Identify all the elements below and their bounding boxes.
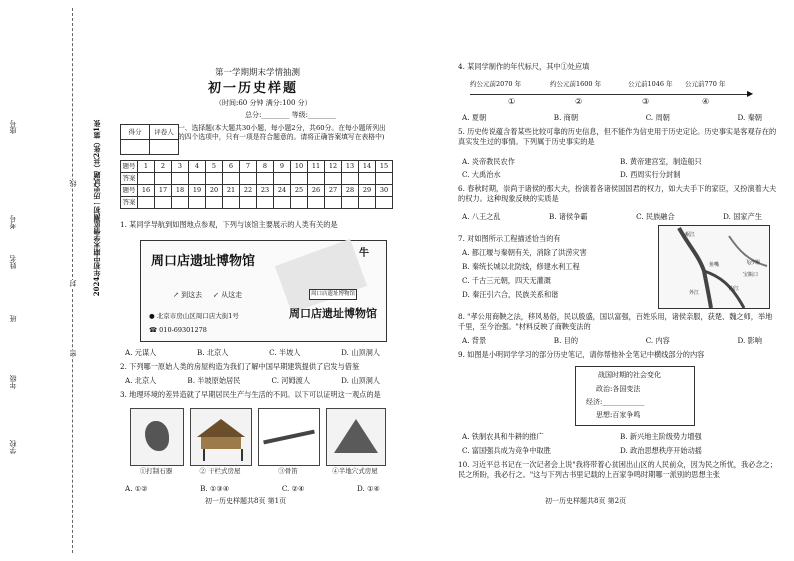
seat-no-label: 座号 xyxy=(9,120,17,134)
q1-phone-text: 010-69301278 xyxy=(159,326,207,334)
q5-option-b[interactable]: B. 黄帝建宫室，制造船只 xyxy=(620,157,702,166)
answer-cell[interactable] xyxy=(342,197,359,209)
q4-date-1: 约公元前2070 年 xyxy=(470,80,522,88)
route-icon: ↙ xyxy=(213,291,222,299)
answer-cell[interactable] xyxy=(359,197,376,209)
question-number-cell: 1 xyxy=(138,161,155,173)
answer-cell[interactable] xyxy=(291,173,308,185)
q7-option-b[interactable]: B. 秦统长城以北防线，修建水利工程 xyxy=(462,262,580,271)
q1-stem: 1. 某同学导航到如图地点参观，下列与该馆主要展示的人类有关的是 xyxy=(120,220,338,229)
q9-option-c[interactable]: C. 富国强兵成为竞争中取胜 xyxy=(462,446,551,455)
q8-options xyxy=(462,336,762,346)
section1-intro: 一、选择题(本大题共30小题，每小题2分，共60分。在每小题所列出的四个选项中，只有一项是符合题意的。请将正确答案填写在表格中) xyxy=(178,124,386,142)
exam-meta: （时间:60 分钟 满分:100 分） xyxy=(215,99,312,107)
question-number-cell: 21 xyxy=(223,185,240,197)
q4-option-d[interactable]: D. 秦朝 xyxy=(737,113,762,122)
q8-option-b[interactable]: B. 目的 xyxy=(553,336,579,345)
q7-option-d[interactable]: D. 秦汪引六合，民族关系和谐 xyxy=(462,290,559,299)
q1-options xyxy=(125,348,380,358)
q5-stem: 5. 历史传说蕴含着某些比较可靠的历史信息，但不能作为信史用于历史定论。历史事实是客观存在的真实发生过的事情。下列属于历史事实的是 xyxy=(458,127,777,146)
q1-map-pin-label: 周口店遗址博物馆 xyxy=(309,289,357,300)
answer-grid xyxy=(120,160,393,209)
left-footer: 初一历史样题共8页 第1页 xyxy=(205,497,287,505)
q3-caption-3: ③骨笛 xyxy=(278,467,298,475)
q1-option-b[interactable]: B. 北京人 xyxy=(197,348,229,357)
q4-option-a[interactable]: A. 夏朝 xyxy=(462,113,487,122)
answer-cell[interactable] xyxy=(172,173,189,185)
q4-mark-3: ③ xyxy=(642,97,650,106)
timeline-arrow-icon: ▶ xyxy=(747,89,754,98)
bone-flute-shape xyxy=(263,430,315,445)
name-label: 姓名 xyxy=(9,255,17,269)
q3-caption-4: ④半地穴式房屋 xyxy=(332,467,378,475)
question-number-cell: 23 xyxy=(257,185,274,197)
q3-option-a[interactable]: A. ①② xyxy=(125,484,148,493)
q9-option-b[interactable]: B. 新兴地主阶级势力增强 xyxy=(620,432,702,441)
binding-feng: 封 xyxy=(69,280,77,287)
q6-option-a[interactable]: A. 八王之乱 xyxy=(462,212,501,221)
q6-option-d[interactable]: D. 国家产生 xyxy=(723,212,762,221)
row-label-a2: 答案 xyxy=(121,197,138,209)
grader-cell-label: 评卷人 xyxy=(150,125,179,140)
question-number-cell: 19 xyxy=(189,185,206,197)
exam-no-label: 考号 xyxy=(9,215,17,229)
q5-option-c[interactable]: C. 大禹治水 xyxy=(462,170,501,179)
answer-cell[interactable] xyxy=(325,197,342,209)
q5-option-d[interactable]: D. 西周实行分封制 xyxy=(620,170,681,179)
answer-cell[interactable] xyxy=(138,173,155,185)
q2-options xyxy=(125,376,380,386)
score-line: 总分:________ 等级:________ xyxy=(245,111,336,119)
q5-option-a[interactable]: A. 炎帝教民农作 xyxy=(462,157,515,166)
q4-option-c[interactable]: C. 周朝 xyxy=(645,113,670,122)
exam-subtitle: 第一学期期末学情抽测 xyxy=(215,68,301,78)
q7-option-a[interactable]: A. 都江堰与秦朝有关，消除了洪涝灾害 xyxy=(462,248,587,257)
q2-stem: 2. 下列哪一原始人类的房屋构造为我们了解中国早期建筑提供了启发与借鉴 xyxy=(120,362,360,371)
q3-stone-tool-image xyxy=(130,408,184,466)
q3-stilt-house-image xyxy=(190,408,252,466)
answer-cell[interactable] xyxy=(206,173,223,185)
q2-option-c[interactable]: C. 河姆渡人 xyxy=(271,376,311,385)
q3-bone-flute-image xyxy=(258,408,320,466)
q3-option-d[interactable]: D. ①④ xyxy=(357,484,380,493)
q3-option-c[interactable]: C. ②④ xyxy=(281,484,305,493)
q1-go-here[interactable] xyxy=(173,291,202,300)
answer-cell[interactable] xyxy=(274,173,291,185)
q1-option-a[interactable]: A. 元谋人 xyxy=(125,348,157,357)
right-footer: 初一历史样题共8页 第2页 xyxy=(545,497,627,505)
q1-map-screenshot xyxy=(140,240,387,342)
answer-cell[interactable] xyxy=(257,197,274,209)
q3-option-b[interactable]: B. ①③④ xyxy=(200,484,230,493)
question-number-cell: 13 xyxy=(342,161,359,173)
q6-option-b[interactable]: B. 诸侯争霸 xyxy=(549,212,588,221)
q7-label-waijiang: 外江 xyxy=(689,290,700,296)
answer-cell[interactable] xyxy=(308,197,325,209)
q1-side-char: 牛 xyxy=(359,248,369,259)
question-number-cell: 11 xyxy=(308,161,325,173)
q7-label-neijiang: 内江 xyxy=(729,286,740,292)
q8-option-a[interactable]: A. 背景 xyxy=(462,336,487,345)
question-number-cell: 15 xyxy=(376,161,393,173)
q3-pit-house-image xyxy=(326,408,386,466)
right-page xyxy=(410,0,785,561)
q4-option-b[interactable]: B. 商朝 xyxy=(553,113,579,122)
question-number-cell: 29 xyxy=(359,185,376,197)
answer-cell[interactable] xyxy=(172,197,189,209)
exam-banner: 2024年初中期末学情监测初一历史试题（共2张）第1张 xyxy=(92,120,101,297)
q1-address-text: 北京市房山区周口店大街1号 xyxy=(156,312,239,320)
q6-options xyxy=(462,212,762,222)
q6-option-c[interactable]: C. 民族融合 xyxy=(636,212,675,221)
q3-options xyxy=(125,484,380,494)
answer-cell[interactable] xyxy=(376,173,393,185)
answer-cell[interactable] xyxy=(359,173,376,185)
q4-mark-1: ① xyxy=(508,97,516,106)
answer-cell[interactable] xyxy=(155,197,172,209)
question-number-cell: 20 xyxy=(206,185,223,197)
q6-stem: 6. 春秋时期，崇尚于诸侯的那大夫，扮演着各诸侯国国君的权力，如大夫手下的家臣，又扮演着大夫的权力。这种现象反映的实质是 xyxy=(458,184,777,203)
exam-title: 初一历史样题 xyxy=(208,81,299,96)
school-label: 学校 xyxy=(9,440,17,454)
stone-tool-shape xyxy=(145,421,169,451)
class-label: 班 xyxy=(9,315,17,322)
question-number-cell: 8 xyxy=(257,161,274,173)
q8-option-d[interactable]: D. 影响 xyxy=(737,336,762,345)
answer-cell[interactable] xyxy=(308,173,325,185)
question-number-cell: 3 xyxy=(172,161,189,173)
answer-cell[interactable] xyxy=(206,197,223,209)
q3-caption-1: ①打制石器 xyxy=(139,467,173,475)
answer-cell[interactable] xyxy=(223,173,240,185)
answer-cell[interactable] xyxy=(240,173,257,185)
question-number-cell: 28 xyxy=(342,185,359,197)
question-number-cell: 22 xyxy=(240,185,257,197)
q1-from-here-label: 从这走 xyxy=(221,291,243,299)
phone-icon: ☎ xyxy=(149,326,160,334)
question-number-cell: 12 xyxy=(325,161,342,173)
answer-cell[interactable] xyxy=(155,173,172,185)
score-cell[interactable] xyxy=(121,140,150,155)
q4-timeline-axis xyxy=(470,94,750,95)
stilt-house-stilts xyxy=(203,449,243,461)
stilt-house-body xyxy=(201,437,241,449)
q8-option-c[interactable]: C. 内容 xyxy=(645,336,670,345)
binding-xian: 线 xyxy=(69,180,77,187)
q1-address xyxy=(149,312,239,321)
question-number-cell: 26 xyxy=(308,185,325,197)
q1-from-here[interactable] xyxy=(213,291,242,300)
row-label-q2: 题号 xyxy=(121,185,138,197)
answer-cell[interactable] xyxy=(138,197,155,209)
question-number-cell: 27 xyxy=(325,185,342,197)
q4-date-4: 公元前770 年 xyxy=(685,80,726,88)
q2-option-d[interactable]: D. 山顶洞人 xyxy=(341,376,380,385)
score-table xyxy=(120,124,179,155)
q4-options xyxy=(462,113,762,123)
q1-phone xyxy=(149,326,207,335)
q9-option-a[interactable]: A. 铁制农具和牛耕的推广 xyxy=(462,432,544,441)
answer-cell[interactable] xyxy=(274,197,291,209)
q9-box-title: 战国时期的社会变化 xyxy=(598,371,661,379)
q1-map-road xyxy=(275,239,367,313)
q1-museum-name-overlay: 周口店遗址博物馆 xyxy=(289,307,377,320)
q1-go-here-label: 到这去 xyxy=(181,291,203,299)
q7-stem: 7. 对如图所示工程描述恰当的有 xyxy=(458,234,561,243)
q1-museum-title: 周口店遗址博物馆 xyxy=(151,254,256,269)
question-number-cell: 18 xyxy=(172,185,189,197)
question-number-cell: 5 xyxy=(206,161,223,173)
q7-label-yuzui: 鱼嘴 xyxy=(709,262,720,268)
pit-house-roof xyxy=(334,419,378,453)
q10-stem: 10. 习近平总书记在一次记者会上说"我将带着心贫困出山区的人民前众，因为民之所忧，我必念之；民之所盼，我必行之。"这与下列古书里记载的上百家争鸣时期哪一派别的思想主张 xyxy=(458,460,777,479)
q9-notes-box xyxy=(575,366,695,426)
question-number-cell: 30 xyxy=(376,185,393,197)
arrow-icon: ↗ xyxy=(173,291,182,299)
binding-mi: 密 xyxy=(69,350,77,357)
stilt-house-roof xyxy=(197,419,245,437)
question-number-cell: 24 xyxy=(274,185,291,197)
question-number-cell: 2 xyxy=(155,161,172,173)
q9-stem: 9. 如图是小明同学学习的部分历史笔记，请你帮他补全笔记中横线部分的内容 xyxy=(458,350,705,359)
q9-box-economy: 经济:____________ xyxy=(586,398,645,406)
q7-label-baopingkou: 宝瓶口 xyxy=(743,272,759,278)
q3-caption-2: ② 干栏式房屋 xyxy=(199,467,241,475)
q4-date-2: 约公元前1600 年 xyxy=(550,80,602,88)
q2-option-b[interactable]: B. 半坡原始居民 xyxy=(187,376,241,385)
q9-box-politics: 政治:各国变法 xyxy=(596,385,641,393)
grader-cell[interactable] xyxy=(150,140,179,155)
grade-label: 年级 xyxy=(9,375,17,389)
question-number-cell: 6 xyxy=(223,161,240,173)
row-label-a1: 答案 xyxy=(121,173,138,185)
q7-label-minjiang: 岷江 xyxy=(685,232,696,238)
left-page xyxy=(20,0,395,561)
q4-mark-2: ② xyxy=(575,97,583,106)
answer-cell[interactable] xyxy=(376,197,393,209)
q4-mark-4: ④ xyxy=(702,97,710,106)
q8-stem: 8. "孝公用商鞅之法，移风易俗，民以殷盛，国以富强，百姓乐用，诸侯亲服，获楚、魏之师，举地千里，至今治强。"材料反映了商鞅变法的 xyxy=(458,312,773,331)
q7-dujiangyan-map xyxy=(658,225,770,309)
q9-box-thought: 思想:百家争鸣 xyxy=(596,411,641,419)
question-number-cell: 10 xyxy=(291,161,308,173)
q1-option-d[interactable]: D. 山顶洞人 xyxy=(341,348,380,357)
question-number-cell: 9 xyxy=(274,161,291,173)
answer-cell[interactable] xyxy=(342,173,359,185)
answer-cell[interactable] xyxy=(223,197,240,209)
answer-cell[interactable] xyxy=(257,173,274,185)
answer-cell[interactable] xyxy=(189,173,206,185)
q1-option-c[interactable]: C. 半坡人 xyxy=(269,348,301,357)
answer-cell[interactable] xyxy=(291,197,308,209)
answer-cell[interactable] xyxy=(189,197,206,209)
question-number-cell: 7 xyxy=(240,161,257,173)
score-cell-label: 得分 xyxy=(121,125,150,140)
q3-stem: 3. 地理环境的差异造就了早期居民生产与生活的不同。以下可以证明这一观点的是 xyxy=(120,390,381,399)
q2-option-a[interactable]: A. 北京人 xyxy=(125,376,157,385)
answer-cell[interactable] xyxy=(240,197,257,209)
row-label-q1: 题号 xyxy=(121,161,138,173)
question-number-cell: 17 xyxy=(155,185,172,197)
q7-label-feishayan: 飞沙堰 xyxy=(745,260,761,266)
answer-cell[interactable] xyxy=(325,173,342,185)
question-number-cell: 25 xyxy=(291,185,308,197)
question-number-cell: 16 xyxy=(138,185,155,197)
q9-option-d[interactable]: D. 政治思想秩序开始动摇 xyxy=(620,446,702,455)
question-number-cell: 4 xyxy=(189,161,206,173)
q7-option-c[interactable]: C. 千古三元朝，四天无灌溉 xyxy=(462,276,551,285)
location-icon: ● xyxy=(149,312,157,320)
q4-date-3: 公元前1046 年 xyxy=(628,80,673,88)
question-number-cell: 14 xyxy=(359,161,376,173)
q4-stem: 4. 某同学制作的年代标尺，其中①处应填 xyxy=(458,62,590,71)
